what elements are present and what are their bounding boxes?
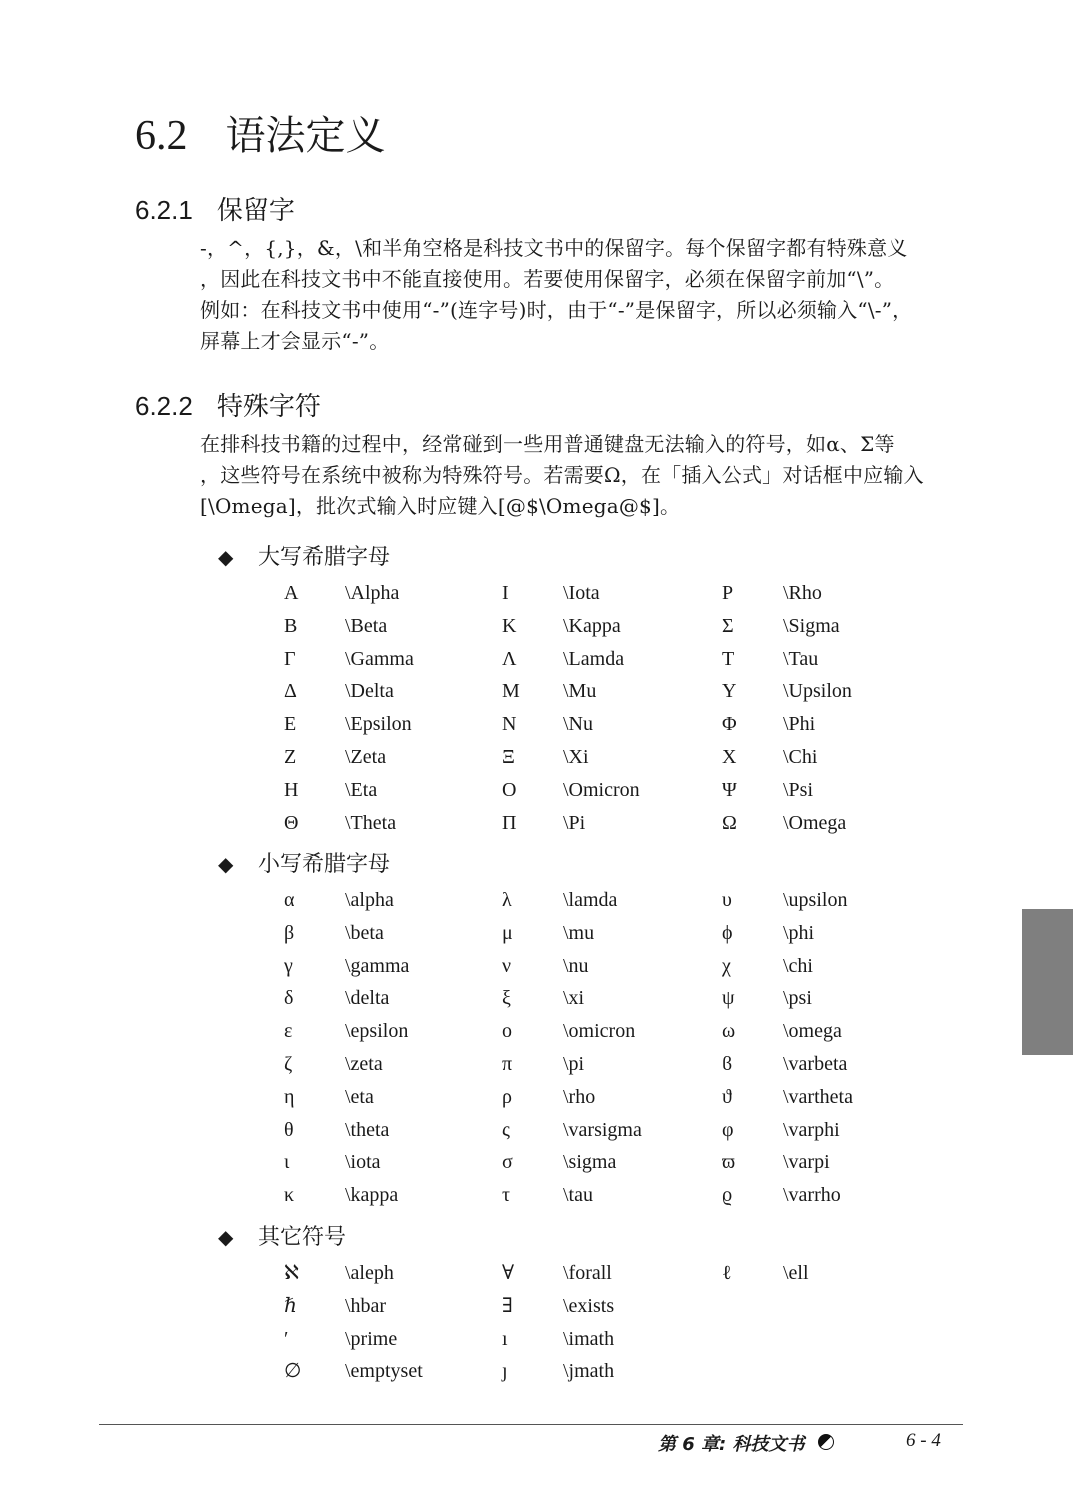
symbol-command: \Psi xyxy=(783,778,814,801)
symbol-glyph: ζ xyxy=(284,1052,293,1075)
symbol-command: \Zeta xyxy=(345,745,387,768)
symbol-glyph: ℵ xyxy=(284,1262,299,1284)
symbol-glyph: ι xyxy=(284,1151,290,1174)
table-row xyxy=(284,1114,924,1147)
symbol-command: \Omicron xyxy=(563,778,640,801)
symbol-command: \varrho xyxy=(783,1184,841,1207)
symbol-glyph: ξ xyxy=(502,987,511,1010)
table-row xyxy=(284,1081,924,1114)
symbol-command: \prime xyxy=(345,1327,398,1350)
text-line: 例如：在科技文书中使用“-”(连字号)时，由于“-”是保留字，所以必须输入“\-”， xyxy=(200,298,913,322)
symbol-command: \nu xyxy=(563,954,589,977)
symbol-glyph: ν xyxy=(502,954,512,977)
symbol-glyph: σ xyxy=(502,1151,513,1174)
symbol-glyph: ı xyxy=(502,1327,508,1350)
uppercase-greek-table xyxy=(284,577,924,839)
symbol-glyph: B xyxy=(284,614,298,637)
symbol-glyph: I xyxy=(502,582,509,604)
symbol-command: \mu xyxy=(563,921,595,944)
symbol-command: \tau xyxy=(563,1184,593,1207)
text-line: [\Omega]，批次式输入时应键入[@$\Omega@$]。 xyxy=(200,494,681,518)
footer-divider xyxy=(99,1424,963,1425)
symbol-glyph: Ψ xyxy=(722,778,737,801)
symbol-command: \pi xyxy=(563,1052,585,1075)
symbol-glyph: N xyxy=(502,713,517,736)
symbol-glyph: ρ xyxy=(502,1085,512,1108)
symbol-glyph: Σ xyxy=(722,614,734,637)
symbol-glyph: X xyxy=(722,745,737,768)
diamond-bullet-icon: ◆ xyxy=(218,852,234,876)
subsection-heading-special-chars xyxy=(135,388,321,425)
symbol-command: \Phi xyxy=(783,713,816,736)
symbol-command: \phi xyxy=(783,921,815,944)
table-row xyxy=(284,1179,924,1212)
section-number: 6.2 xyxy=(135,113,188,159)
symbol-glyph: υ xyxy=(722,889,732,911)
symbol-glyph: Λ xyxy=(502,647,517,670)
symbol-command: \lamda xyxy=(563,889,618,911)
symbol-command: \iota xyxy=(345,1151,381,1174)
subsection-title: 特殊字符 xyxy=(216,392,321,422)
symbol-command: \emptyset xyxy=(345,1360,423,1383)
table-row xyxy=(284,884,924,917)
list-title: 大写希腊字母 xyxy=(258,545,391,570)
table-row xyxy=(284,610,924,643)
symbol-command: \delta xyxy=(345,987,390,1010)
symbol-glyph: A xyxy=(284,582,299,604)
symbol-glyph: Z xyxy=(284,745,297,768)
symbol-command: \chi xyxy=(783,954,813,977)
symbol-glyph: Δ xyxy=(284,680,297,703)
symbol-command: \Xi xyxy=(563,745,589,768)
text-line: ，这些符号在系统中被称为特殊符号。若需要Ω，在「插入公式」对话框中应输入 xyxy=(200,463,924,487)
table-row xyxy=(284,807,924,840)
symbol-glyph: γ xyxy=(284,954,293,977)
symbol-command: \forall xyxy=(563,1262,612,1284)
symbol-command: \beta xyxy=(345,921,384,944)
symbol-command: \sigma xyxy=(563,1151,617,1174)
symbol-glyph: ∃ xyxy=(502,1294,513,1317)
symbol-command: \Delta xyxy=(345,680,394,703)
list-title: 其它符号 xyxy=(258,1225,347,1250)
table-row xyxy=(284,774,924,807)
symbol-command: \vartheta xyxy=(783,1085,853,1108)
symbol-command: \ell xyxy=(783,1262,809,1284)
symbol-glyph: ȷ xyxy=(502,1360,508,1383)
symbol-glyph: Ω xyxy=(722,811,737,834)
table-row xyxy=(284,950,924,983)
symbol-glyph: ϖ xyxy=(722,1151,736,1174)
symbol-command: \Upsilon xyxy=(783,680,852,703)
symbol-command: \Lamda xyxy=(563,647,625,670)
symbol-command: \Pi xyxy=(563,811,586,834)
symbol-glyph: ϱ xyxy=(722,1184,733,1207)
symbol-command: \Alpha xyxy=(345,582,400,604)
table-row xyxy=(284,708,924,741)
symbol-glyph: ∅ xyxy=(284,1360,302,1383)
symbol-glyph: E xyxy=(284,713,297,736)
symbol-glyph: δ xyxy=(284,987,294,1010)
table-row xyxy=(284,1323,924,1356)
symbol-command: \Epsilon xyxy=(345,713,412,736)
symbol-command: \Kappa xyxy=(563,614,621,637)
symbol-command: \Gamma xyxy=(345,647,414,670)
symbol-glyph: ω xyxy=(722,1020,736,1043)
subsection-title: 保留字 xyxy=(216,196,295,226)
symbol-command: \exists xyxy=(563,1294,615,1317)
table-row xyxy=(284,741,924,774)
symbol-command: \zeta xyxy=(345,1052,383,1075)
text-line: 屏幕上才会显示“-”。 xyxy=(200,329,390,353)
symbol-glyph: Φ xyxy=(722,713,737,736)
symbol-glyph: χ xyxy=(722,954,731,977)
symbol-glyph: ϕ xyxy=(722,921,733,944)
symbol-command: \Nu xyxy=(563,713,593,736)
symbol-command: \theta xyxy=(345,1118,390,1141)
symbol-glyph: τ xyxy=(502,1184,511,1207)
symbol-command: \imath xyxy=(563,1327,615,1350)
text-line: -，^，{,}，&，\和半角空格是科技文书中的保留字。每个保留字都有特殊意义 xyxy=(200,236,908,260)
text-line: 在排科技书籍的过程中，经常碰到一些用普通键盘无法输入的符号，如α、Σ等 xyxy=(200,432,895,456)
symbol-command: \Beta xyxy=(345,614,388,637)
subsection-heading-reserved xyxy=(135,192,295,229)
symbol-command: \Eta xyxy=(345,778,378,801)
symbol-glyph: Y xyxy=(722,680,737,703)
symbol-glyph: μ xyxy=(502,921,513,944)
subsection-number: 6.2.2 xyxy=(135,391,193,421)
other-symbols-table xyxy=(284,1257,924,1388)
subsection-number: 6.2.1 xyxy=(135,195,193,225)
list-title: 小写希腊字母 xyxy=(258,852,391,877)
symbol-command: \alpha xyxy=(345,889,394,911)
symbol-glyph: θ xyxy=(284,1118,294,1141)
symbol-glyph: T xyxy=(722,647,735,670)
symbol-glyph: π xyxy=(502,1052,513,1075)
symbol-glyph: P xyxy=(722,582,734,604)
symbol-command: \Mu xyxy=(563,680,597,703)
other-symbols-heading xyxy=(218,1220,346,1254)
symbol-glyph: Γ xyxy=(284,647,296,670)
table-row xyxy=(284,1257,924,1290)
symbol-command: \omega xyxy=(783,1020,842,1043)
table-row xyxy=(284,1290,924,1323)
symbol-glyph: H xyxy=(284,778,299,801)
symbol-glyph: K xyxy=(502,614,517,637)
symbol-glyph: Ξ xyxy=(502,745,515,768)
symbol-command: \varsigma xyxy=(563,1118,642,1141)
symbol-command: \Sigma xyxy=(783,614,840,637)
symbol-glyph: ∀ xyxy=(502,1262,515,1284)
symbol-command: \omicron xyxy=(563,1020,636,1043)
symbol-glyph: O xyxy=(502,778,517,801)
symbol-glyph: β xyxy=(284,921,295,944)
section-heading xyxy=(135,108,386,164)
table-row xyxy=(284,917,924,950)
symbol-glyph: ′ xyxy=(284,1327,289,1350)
diamond-bullet-icon: ◆ xyxy=(218,1225,234,1249)
special-chars-paragraph xyxy=(200,429,965,522)
symbol-glyph: ε xyxy=(284,1020,293,1043)
symbol-glyph: λ xyxy=(502,889,512,911)
section-title: 语法定义 xyxy=(225,113,386,159)
symbol-command: \xi xyxy=(563,987,585,1010)
symbol-command: \Chi xyxy=(783,745,818,768)
symbol-glyph: ο xyxy=(502,1020,512,1043)
text-line: ，因此在科技文书中不能直接使用。若要使用保留字，必须在保留字前加“\”。 xyxy=(200,267,895,291)
table-row xyxy=(284,1048,924,1081)
symbol-command: \varbeta xyxy=(783,1052,848,1075)
footer-chapter-label: 第 6 章: 科技文书 xyxy=(658,1434,805,1455)
symbol-command: \varpi xyxy=(783,1151,830,1174)
uppercase-greek-heading xyxy=(218,540,390,574)
symbol-command: \Omega xyxy=(783,811,847,834)
symbol-command: \epsilon xyxy=(345,1020,409,1043)
table-row xyxy=(284,982,924,1015)
symbol-glyph: M xyxy=(502,680,520,703)
symbol-command: \Iota xyxy=(563,582,600,604)
symbol-glyph: ℏ xyxy=(284,1294,297,1317)
diamond-bullet-icon: ◆ xyxy=(218,545,234,569)
lowercase-greek-table xyxy=(284,884,924,1212)
table-row xyxy=(284,577,924,610)
symbol-glyph: ψ xyxy=(722,987,735,1010)
symbol-command: \gamma xyxy=(345,954,410,977)
symbol-command: \eta xyxy=(345,1085,374,1108)
symbol-command: \Theta xyxy=(345,811,397,834)
symbol-glyph: ϑ xyxy=(722,1085,732,1108)
table-row xyxy=(284,1146,924,1179)
symbol-glyph: α xyxy=(284,889,295,911)
symbol-command: \psi xyxy=(783,987,812,1010)
symbol-command: \hbar xyxy=(345,1294,387,1317)
symbol-glyph: ϐ xyxy=(722,1052,733,1075)
reserved-words-paragraph xyxy=(200,233,965,357)
symbol-command: \varphi xyxy=(783,1118,840,1141)
table-row xyxy=(284,1355,924,1388)
symbol-glyph: φ xyxy=(722,1118,734,1141)
symbol-command: \Rho xyxy=(783,582,822,604)
symbol-glyph: Π xyxy=(502,811,517,834)
table-row xyxy=(284,675,924,708)
symbol-glyph: κ xyxy=(284,1184,295,1207)
chapter-thumb-tab xyxy=(1022,909,1073,1055)
half-moon-icon xyxy=(818,1434,834,1450)
table-row xyxy=(284,1015,924,1048)
symbol-glyph: ℓ xyxy=(722,1262,732,1284)
symbol-command: \jmath xyxy=(563,1360,615,1383)
symbol-command: \Tau xyxy=(783,647,819,670)
symbol-glyph: Θ xyxy=(284,811,299,834)
symbol-glyph: η xyxy=(284,1085,295,1108)
symbol-glyph: ς xyxy=(502,1118,510,1141)
table-row xyxy=(284,643,924,676)
symbol-command: \rho xyxy=(563,1085,596,1108)
symbol-command: \kappa xyxy=(345,1184,399,1207)
symbol-command: \upsilon xyxy=(783,889,848,911)
symbol-command: \aleph xyxy=(345,1262,394,1284)
page-number: 6 - 4 xyxy=(906,1430,941,1451)
lowercase-greek-heading xyxy=(218,847,390,881)
